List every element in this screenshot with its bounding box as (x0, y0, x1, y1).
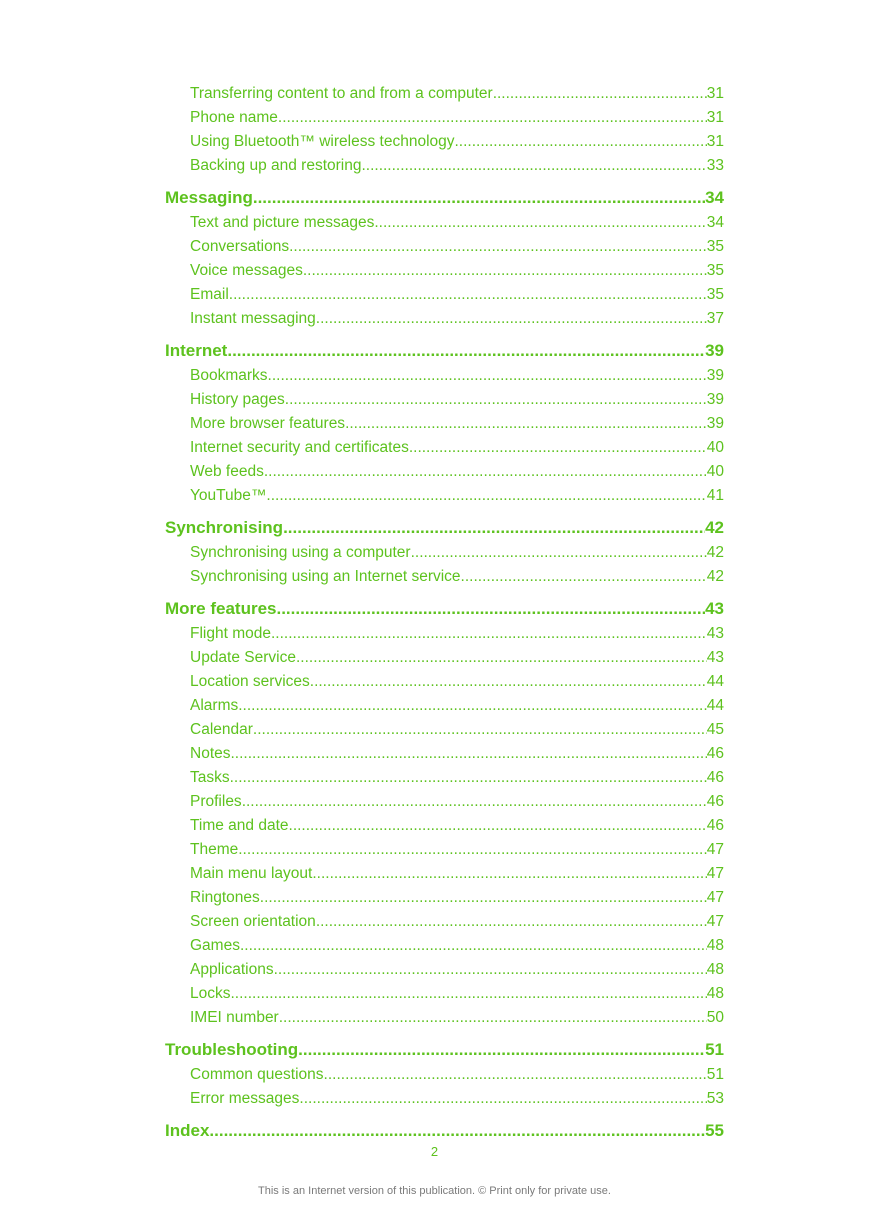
toc-entry-title: Using Bluetooth™ wireless technology (190, 133, 455, 150)
toc-subsection-entry[interactable] (165, 838, 724, 862)
toc-subsection-entry[interactable] (165, 307, 724, 331)
toc-section-entry[interactable] (165, 1037, 724, 1063)
toc-entry-title: History pages (190, 391, 285, 408)
toc-entry-page: 48 (706, 937, 724, 954)
toc-subsection-entry[interactable] (165, 1006, 724, 1030)
toc-entry-title: More features (165, 599, 277, 618)
toc-entry-title: Text and picture messages (190, 214, 375, 231)
toc-entry-page: 42 (705, 518, 724, 537)
toc-entry-title: Synchronising using a computer (190, 544, 411, 561)
toc-entry-page: 43 (706, 625, 724, 642)
toc-entry-page: 43 (706, 649, 724, 666)
toc-entry-page: 46 (706, 769, 724, 786)
toc-entry-page: 39 (706, 367, 724, 384)
table-of-contents (165, 82, 724, 1144)
toc-subsection-entry[interactable] (165, 106, 724, 130)
toc-subsection-entry[interactable] (165, 766, 724, 790)
toc-subsection-entry[interactable] (165, 982, 724, 1006)
toc-dot-leader (289, 814, 707, 838)
toc-subsection-entry[interactable] (165, 1063, 724, 1087)
toc-entry-page: 44 (706, 673, 724, 690)
toc-entry-title: Backing up and restoring (190, 157, 362, 174)
toc-entry-title: Games (190, 937, 240, 954)
toc-subsection-entry[interactable] (165, 694, 724, 718)
toc-subsection-entry[interactable] (165, 814, 724, 838)
toc-entry-title: Voice messages (190, 262, 303, 279)
toc-subsection-entry[interactable] (165, 283, 724, 307)
toc-dot-leader (289, 235, 707, 259)
toc-entry-title: Main menu layout (190, 865, 313, 882)
toc-dot-leader (455, 130, 707, 154)
toc-entry-page: 55 (705, 1121, 724, 1140)
toc-entry-title: Common questions (190, 1066, 324, 1083)
toc-entry-title: Transferring content to and from a computer (190, 85, 493, 102)
toc-entry-title: Ringtones (190, 889, 260, 906)
toc-subsection-entry[interactable] (165, 862, 724, 886)
toc-entry-page: 35 (706, 286, 724, 303)
toc-entry-title: Theme (190, 841, 239, 858)
toc-entry-title: Conversations (190, 238, 290, 255)
toc-subsection-entry[interactable] (165, 565, 724, 589)
toc-entry-title: Update Service (190, 649, 296, 666)
toc-subsection-entry[interactable] (165, 1087, 724, 1111)
toc-entry-title: Screen orientation (190, 913, 316, 930)
toc-entry-page: 34 (705, 188, 724, 207)
toc-entry-page: 35 (706, 238, 724, 255)
toc-entry-title: Troubleshooting (165, 1040, 299, 1059)
toc-entry-title: Time and date (190, 817, 289, 834)
toc-dot-leader (283, 515, 705, 541)
toc-dot-leader (253, 718, 707, 742)
toc-entry-title: Internet security and certificates (190, 439, 409, 456)
toc-entry-page: 31 (706, 85, 724, 102)
toc-subsection-entry[interactable] (165, 154, 724, 178)
toc-entry-page: 40 (706, 463, 724, 480)
toc-entry-title: YouTube™ (190, 487, 267, 504)
toc-dot-leader (260, 886, 707, 910)
toc-entry-page: 42 (706, 568, 724, 585)
toc-entry-page: 47 (706, 913, 724, 930)
toc-dot-leader (231, 982, 707, 1006)
toc-subsection-entry[interactable] (165, 790, 724, 814)
toc-dot-leader (242, 790, 707, 814)
toc-entry-page: 43 (705, 599, 724, 618)
toc-section-entry[interactable] (165, 338, 724, 364)
toc-entry-page: 40 (706, 439, 724, 456)
toc-subsection-entry[interactable] (165, 742, 724, 766)
toc-entry-title: Internet (165, 341, 228, 360)
toc-entry-title: Notes (190, 745, 231, 762)
toc-entry-title: Tasks (190, 769, 230, 786)
toc-entry-title: Email (190, 286, 229, 303)
toc-entry-title: Web feeds (190, 463, 264, 480)
toc-entry-page: 48 (706, 961, 724, 978)
toc-dot-leader (316, 910, 707, 934)
toc-entry-page: 47 (706, 841, 724, 858)
toc-subsection-entry[interactable] (165, 259, 724, 283)
toc-dot-leader (409, 436, 707, 460)
toc-subsection-entry[interactable] (165, 211, 724, 235)
toc-dot-leader (303, 259, 707, 283)
toc-subsection-entry[interactable] (165, 910, 724, 934)
toc-subsection-entry[interactable] (165, 460, 724, 484)
toc-subsection-entry[interactable] (165, 670, 724, 694)
toc-entry-page: 47 (706, 889, 724, 906)
toc-entry-title: Profiles (190, 793, 242, 810)
toc-entry-page: 39 (705, 341, 724, 360)
toc-entry-page: 31 (706, 109, 724, 126)
toc-subsection-entry[interactable] (165, 235, 724, 259)
toc-entry-page: 33 (706, 157, 724, 174)
toc-dot-leader (298, 1037, 705, 1063)
toc-dot-leader (316, 307, 707, 331)
toc-dot-leader (229, 283, 707, 307)
toc-dot-leader (276, 596, 705, 622)
toc-entry-page: 41 (706, 487, 724, 504)
toc-entry-title: Messaging (165, 188, 253, 207)
toc-entry-title: Calendar (190, 721, 253, 738)
toc-subsection-entry[interactable] (165, 364, 724, 388)
toc-entry-page: 37 (706, 310, 724, 327)
toc-entry-title: Error messages (190, 1090, 300, 1107)
toc-dot-leader (361, 154, 706, 178)
toc-subsection-entry[interactable] (165, 886, 724, 910)
toc-dot-leader (268, 364, 707, 388)
toc-dot-leader (345, 412, 707, 436)
toc-dot-leader (271, 622, 707, 646)
toc-entry-page: 45 (706, 721, 724, 738)
toc-dot-leader (227, 338, 705, 364)
toc-entry-page: 39 (706, 391, 724, 408)
toc-dot-leader (240, 934, 707, 958)
toc-entry-page: 44 (706, 697, 724, 714)
toc-entry-page: 46 (706, 745, 724, 762)
toc-dot-leader (274, 958, 707, 982)
toc-entry-page: 31 (706, 133, 724, 150)
toc-section-entry[interactable] (165, 185, 724, 211)
toc-dot-leader (299, 1087, 706, 1111)
toc-entry-title: Flight mode (190, 625, 271, 642)
toc-entry-page: 39 (706, 415, 724, 432)
toc-dot-leader (310, 670, 707, 694)
toc-section-entry[interactable] (165, 596, 724, 622)
toc-dot-leader (296, 646, 707, 670)
toc-dot-leader (238, 838, 707, 862)
toc-entry-title: Alarms (190, 697, 239, 714)
toc-entry-title: Applications (190, 961, 274, 978)
toc-entry-title: Location services (190, 673, 310, 690)
toc-subsection-entry[interactable] (165, 958, 724, 982)
toc-subsection-entry[interactable] (165, 82, 724, 106)
toc-dot-leader (461, 565, 707, 589)
toc-dot-leader (279, 1006, 707, 1030)
toc-entry-title: Locks (190, 985, 231, 1002)
toc-entry-title: Instant messaging (190, 310, 316, 327)
toc-subsection-entry[interactable] (165, 646, 724, 670)
toc-entry-title: Synchronising using an Internet service (190, 568, 461, 585)
toc-subsection-entry[interactable] (165, 412, 724, 436)
toc-entry-page: 51 (705, 1040, 724, 1059)
toc-dot-leader (230, 766, 707, 790)
toc-subsection-entry[interactable] (165, 130, 724, 154)
toc-dot-leader (264, 460, 707, 484)
toc-dot-leader (238, 694, 707, 718)
toc-entry-title: IMEI number (190, 1009, 279, 1026)
page-number: 2 (430, 1144, 439, 1159)
toc-entry-page: 53 (706, 1090, 724, 1107)
toc-entry-page: 51 (706, 1066, 724, 1083)
toc-dot-leader (411, 541, 707, 565)
toc-subsection-entry[interactable] (165, 484, 724, 508)
toc-entry-title: Index (165, 1121, 210, 1140)
toc-dot-leader (324, 1063, 707, 1087)
toc-subsection-entry[interactable] (165, 541, 724, 565)
footer-note: This is an Internet version of this publication. © Print only for private use. (258, 1185, 611, 1197)
toc-entry-title: More browser features (190, 415, 346, 432)
toc-entry-page: 46 (706, 817, 724, 834)
toc-entry-title: Synchronising (165, 518, 284, 537)
toc-entry-page: 48 (706, 985, 724, 1002)
toc-dot-leader (231, 742, 707, 766)
toc-entry-page: 47 (706, 865, 724, 882)
toc-dot-leader (209, 1118, 705, 1144)
toc-entry-page: 35 (706, 262, 724, 279)
toc-subsection-entry[interactable] (165, 622, 724, 646)
toc-dot-leader (266, 484, 706, 508)
toc-subsection-entry[interactable] (165, 436, 724, 460)
toc-entry-title: Phone name (190, 109, 278, 126)
toc-entry-page: 50 (706, 1009, 724, 1026)
toc-entry-page: 42 (706, 544, 724, 561)
toc-dot-leader (285, 388, 707, 412)
toc-dot-leader (253, 185, 705, 211)
toc-dot-leader (374, 211, 706, 235)
toc-dot-leader (493, 82, 707, 106)
toc-entry-page: 46 (706, 793, 724, 810)
toc-entry-title: Bookmarks (190, 367, 268, 384)
toc-subsection-entry[interactable] (165, 388, 724, 412)
toc-section-entry[interactable] (165, 515, 724, 541)
toc-subsection-entry[interactable] (165, 718, 724, 742)
toc-entry-page: 34 (706, 214, 724, 231)
toc-section-entry[interactable] (165, 1118, 724, 1144)
toc-dot-leader (312, 862, 706, 886)
toc-dot-leader (278, 106, 707, 130)
toc-subsection-entry[interactable] (165, 934, 724, 958)
